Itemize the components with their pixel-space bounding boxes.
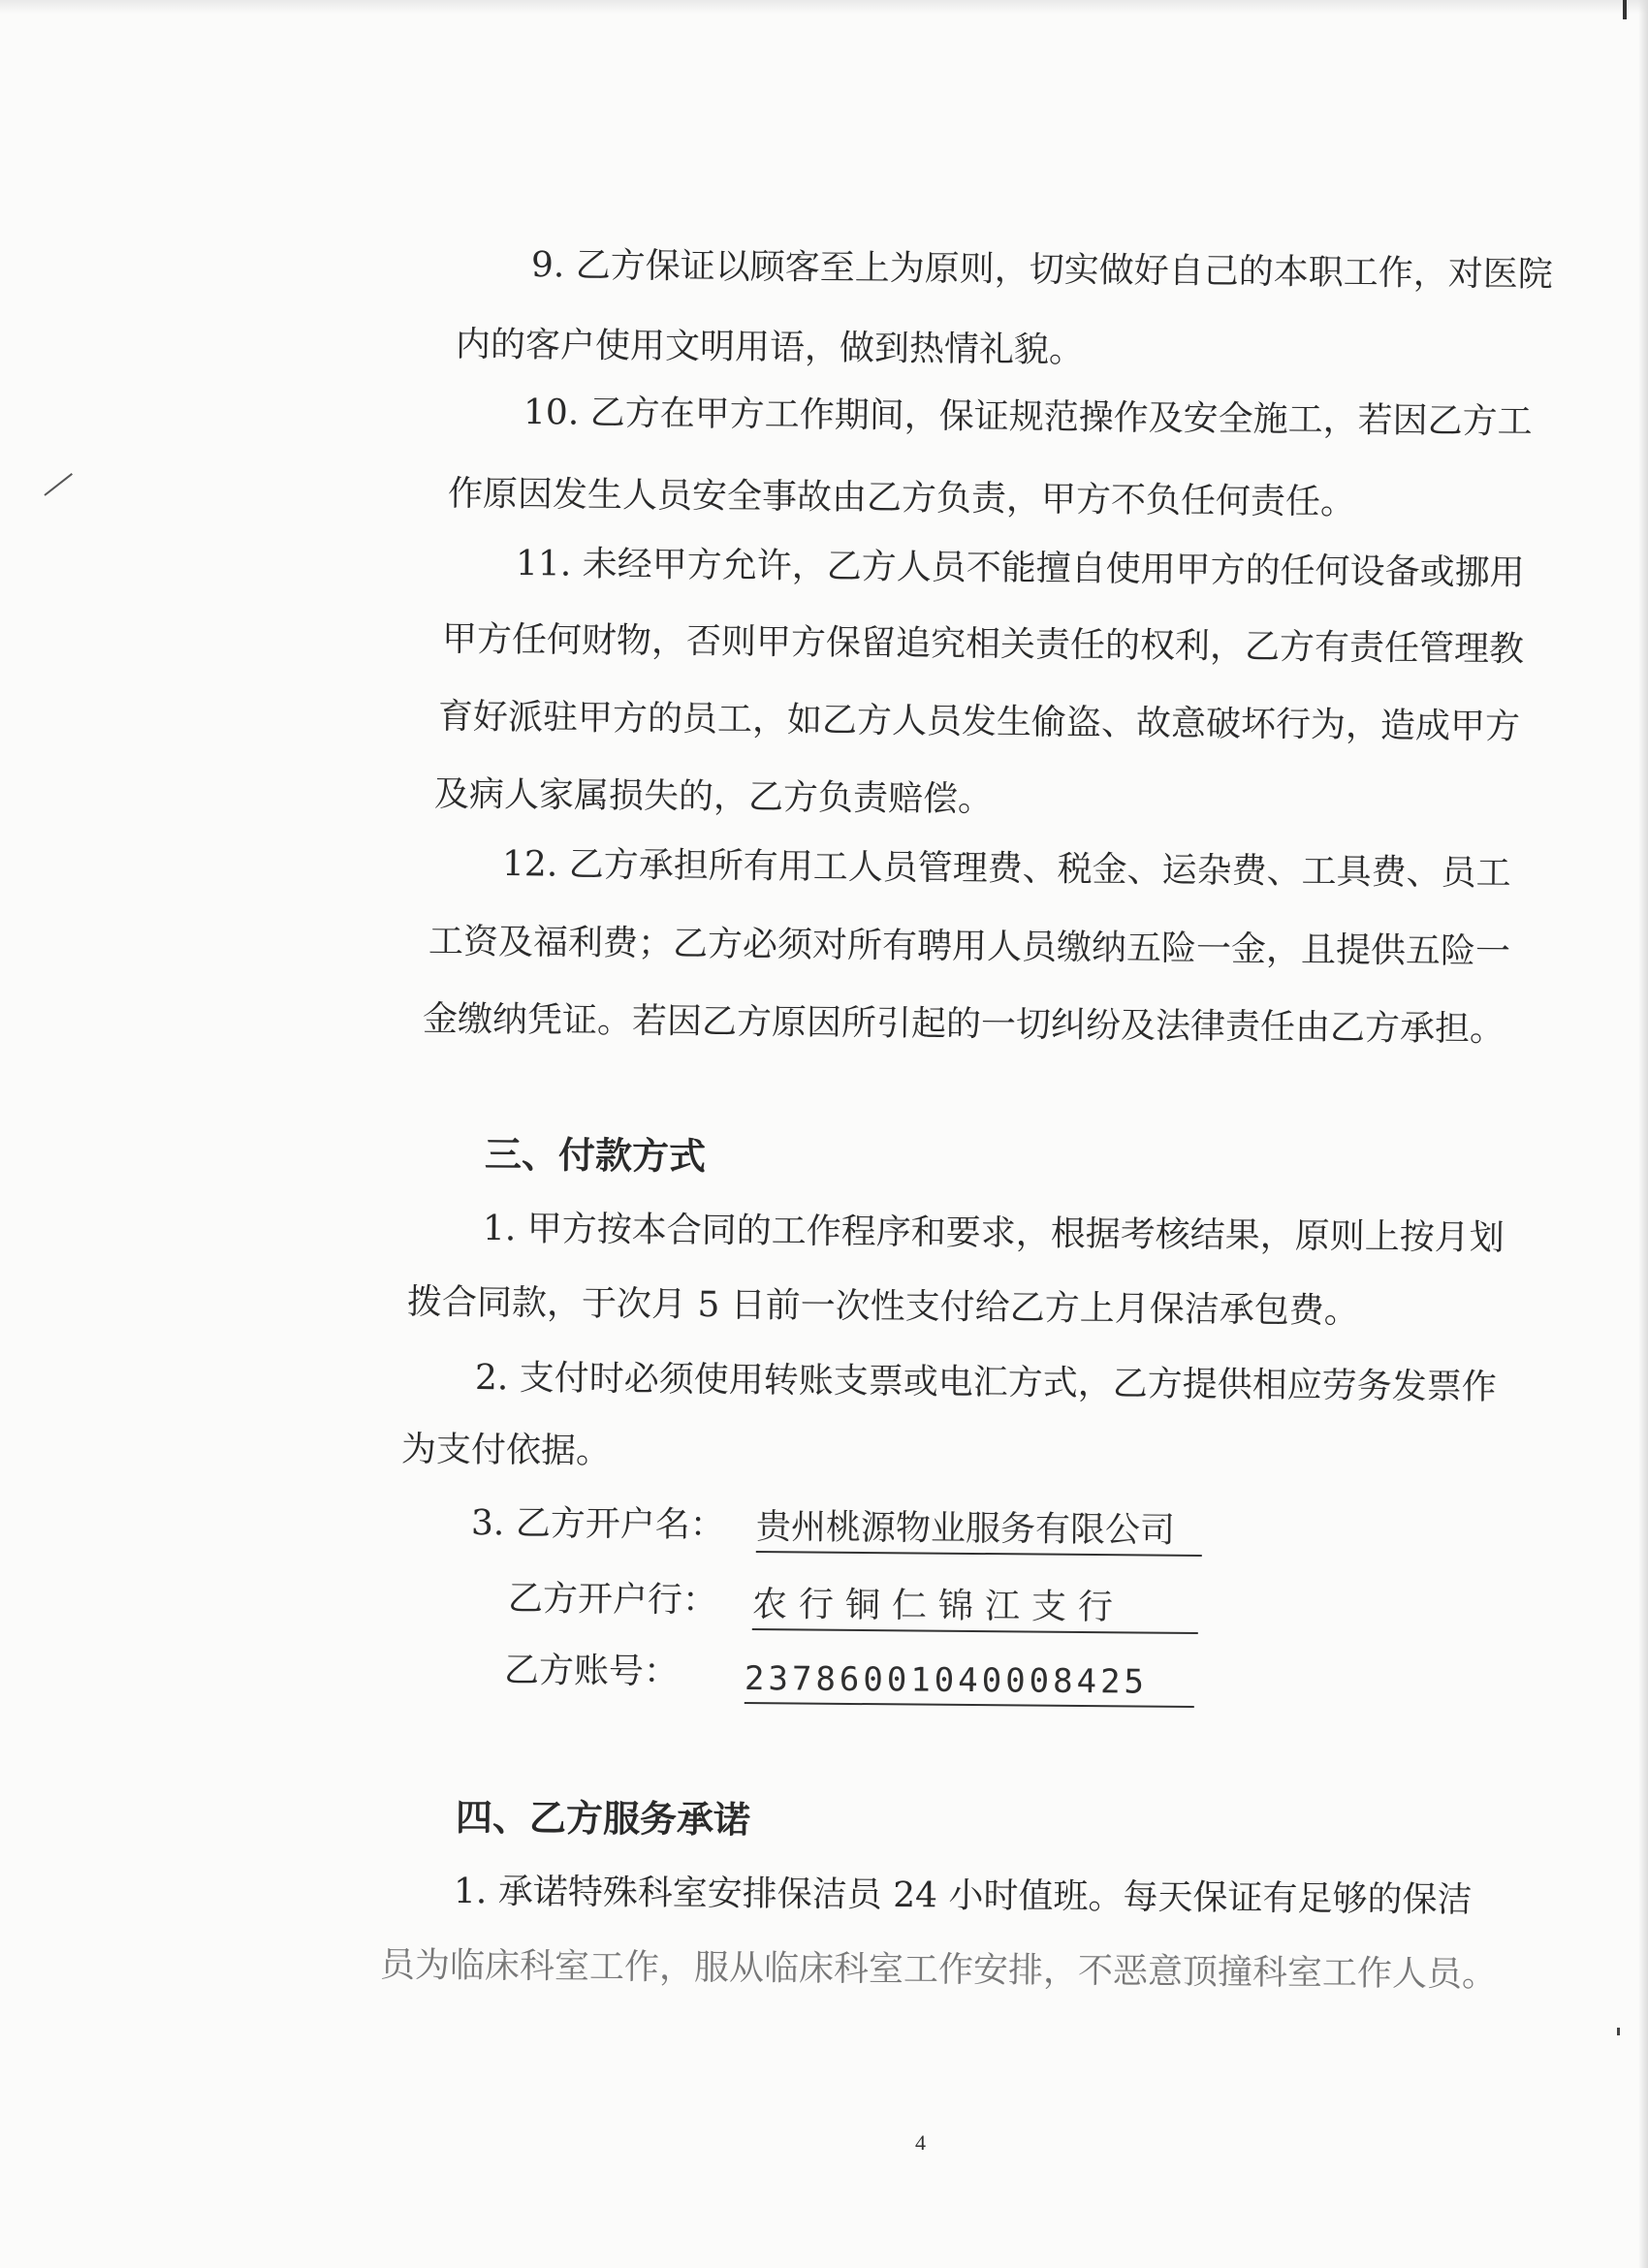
account-name-label: 3. 乙方开户名： <box>470 1503 725 1546</box>
clause-10-line-1: 10. 乙方在甲方工作期间，保证规范操作及安全施工，若因乙方工 <box>523 393 1533 442</box>
clause-12-line-1: 12. 乙方承担所有用工人员管理费、税金、运杂费、工具费、员工 <box>501 844 1511 894</box>
section-four-heading: 四、乙方服务承诺 <box>455 1795 751 1842</box>
account-number-value: 23786001040008425 <box>745 1657 1194 1708</box>
clause-11-line-3: 育好派驻甲方的员工，如乙方人员发生偷盗、故意破坏行为，造成甲方 <box>437 697 1521 747</box>
commitment-clause-1-line-1: 1. 承诺特殊科室安排保洁员 24 小时值班。每天保证有足够的保洁 <box>453 1872 1473 1921</box>
account-name-value: 贵州桃源物业服务有限公司 <box>756 1506 1202 1557</box>
payment-clause-2-line-1: 2. 支付时必须使用转账支票或电汇方式，乙方提供相应劳务发票作 <box>474 1358 1497 1408</box>
stray-pen-mark <box>44 473 73 496</box>
clause-12-line-2: 工资及福利费；乙方必须对所有聘用人员缴纳五险一金，且提供五险一 <box>428 922 1511 972</box>
clause-11-line-4: 及病人家属损失的，乙方负责赔偿。 <box>433 774 994 820</box>
account-number-label: 乙方账号： <box>503 1651 680 1692</box>
commitment-clause-1-line-2: 员为临床科室工作，服从临床科室工作安排，不恶意顶撞科室工作人员。 <box>379 1945 1498 1996</box>
clause-11-line-1: 11. 未经甲方允许，乙方人员不能擅自使用甲方的任何设备或挪用 <box>515 544 1525 593</box>
clause-10-line-2: 作原因发生人员安全事故由乙方负责，甲方不负任何责任。 <box>447 474 1356 522</box>
clause-11-line-2: 甲方任何财物，否则甲方保留追究相关责任的权利，乙方有责任管理教 <box>441 619 1525 670</box>
payment-clause-1-line-1: 1. 甲方按本合同的工作程序和要求，根据考核结果，原则上按月划 <box>482 1209 1505 1259</box>
page-number: 4 <box>915 2130 926 2155</box>
scan-shadow-right <box>1638 0 1648 2268</box>
scan-edge-mark <box>1623 0 1627 19</box>
clause-9-line-1: 9. 乙方保证以顾客至上为原则，切实做好自己的本职工作，对医院 <box>530 245 1553 296</box>
payment-clause-1-line-2: 拨合同款，于次月 5 日前一次性支付给乙方上月保洁承包费。 <box>406 1282 1359 1332</box>
clause-9-line-2: 内的客户使用文明用语，做到热情礼貌。 <box>455 325 1085 371</box>
payment-clause-2-line-2: 为支付依据。 <box>400 1430 612 1472</box>
stray-dot-mark <box>1617 2028 1620 2035</box>
bank-value: 农行铜仁锦江支行 <box>752 1584 1198 1634</box>
clause-12-line-3: 金缴纳凭证。若因乙方原因所引起的一切纠纷及法律责任由乙方承担。 <box>422 999 1505 1050</box>
scan-shadow-top <box>0 0 1648 14</box>
section-three-heading: 三、付款方式 <box>484 1132 707 1179</box>
bank-label: 乙方开户行： <box>507 1579 718 1621</box>
